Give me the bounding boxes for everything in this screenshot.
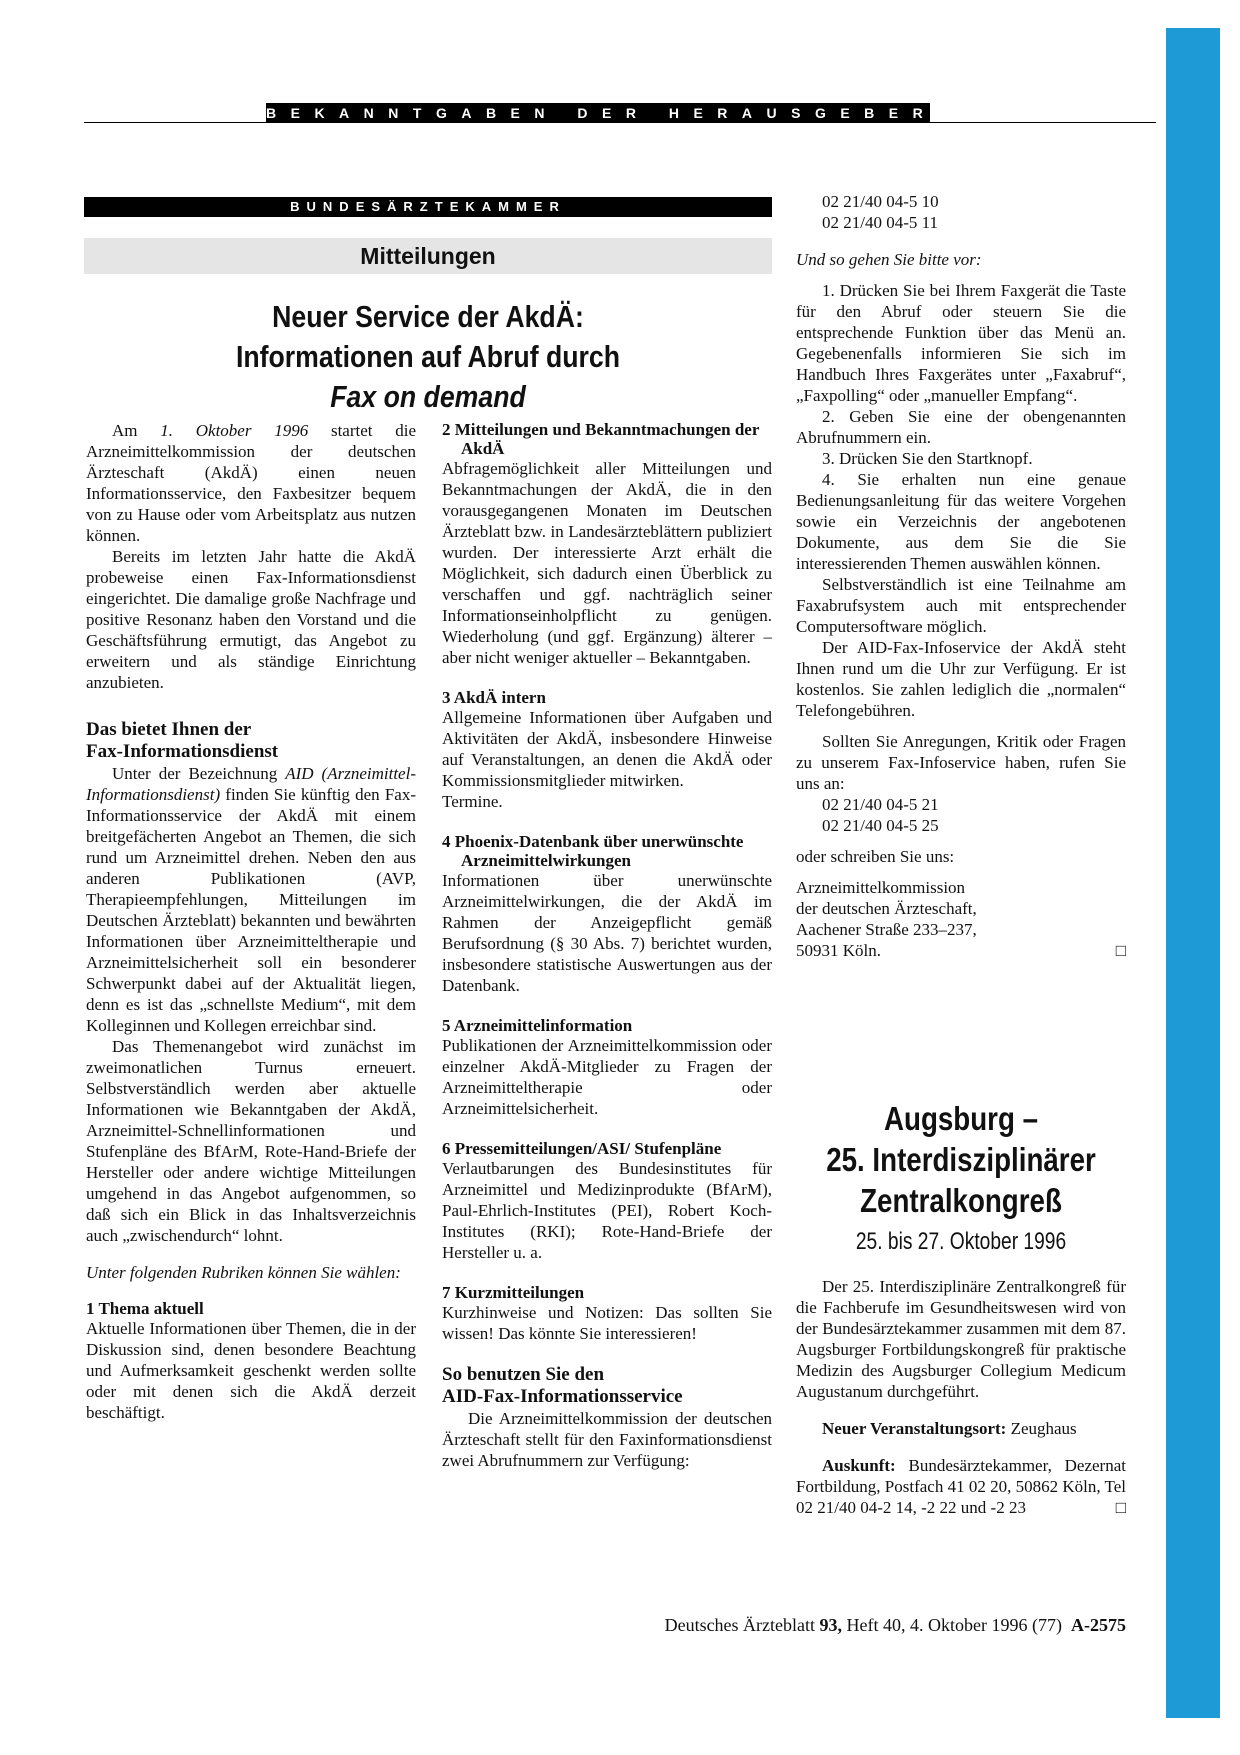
title-line: 25. Interdisziplinärer	[826, 1141, 1096, 1178]
paragraph: Verlautbarungen des Bundesinstitutes für Arzneimittel und Medizinprodukte (BfArM), Paul-Ehrlich-Institutes (PEI), Robert Koch-Institutes (RKI); Rote-Hand-Briefe der Hersteller u. a.	[442, 1159, 772, 1262]
paragraph: Unter folgenden Rubriken können Sie wählen:	[86, 1263, 401, 1282]
section-heading: So benutzen Sie den AID-Fax-Informationsservice	[442, 1364, 683, 1407]
issue-info: Heft 40, 4. Oktober 1996 (77)	[842, 1615, 1062, 1635]
title-line: Augsburg –	[883, 1100, 1039, 1137]
rubric-heading: 3 AkdÄ intern	[442, 688, 546, 707]
step-item: 1. Drücken Sie bei Ihrem Faxgerät die Taste für den Abruf oder steuern Sie die entsprechende Funktion über das Menü an. Gegebenenfalls informieren Sie sich im Handbuch Ihres Faxgerätes unter „Faxabruf“, „Faxpolling“ oder „manueller Empfang“.	[796, 281, 1126, 405]
department-label: BUNDESÄRZTEKAMMER	[84, 197, 772, 217]
paragraph: Bereits im letzten Jahr hatte die AkdÄ probeweise einen Fax-Informationsdienst eingerichtet. Die damalige große Nachfrage und positive Resonanz haben den Vorstand und die Geschäftsführung ermutigt, das Angebot zu erweitern und als ständige Einrichtung anzubieten.	[86, 547, 416, 692]
title-line: Fax on demand	[330, 379, 526, 414]
rubric-label: Mitteilungen	[84, 238, 772, 274]
rubric-heading: 7 Kurzmitteilungen	[442, 1283, 585, 1302]
article-title	[132, 297, 724, 417]
contact-info: Auskunft: Bundesärztekammer, Dezernat Fortbildung, Postfach 41 02 20, 50862 Köln, Tel 02 21/40 04-2 14, -2 22 und -2 23 □	[796, 1456, 1126, 1517]
paragraph: Unter der Bezeichnung AID (Arzneimittel-Informationsdienst) finden Sie künftig den Fax-Informationsservice der AkdÄ mit einem breitgefächerten Angebot an Themen, die sich rund um Arzneimittel drehen. Neben den aus anderen Publikationen (AVP, Therapieempfehlungen, Mitteilungen im Deutschen Ärzteblatt) bekannten und bewährten Informationen über Arzneimitteltherapie und Arzneimittelsicherheit soll ein besonderer Schwerpunkt dabei auf der Aktualität liegen, denn es ist das „schnellste Medium“, mit dem Kolleginnen und Kollegen erreichbar sind.	[86, 764, 416, 1035]
rubric-heading: 1 Thema aktuell	[86, 1299, 204, 1318]
volume: 93,	[819, 1615, 843, 1635]
paragraph: Der AID-Fax-Infoservice der AkdÄ steht Ihnen rund um die Uhr zur Verfügung. Er ist kostenlos. Sie zahlen lediglich die „normalen“ Telefongebühren.	[796, 638, 1126, 720]
paragraph: Selbstverständlich ist eine Teilnahme am Faxabrufsystem auch mit entsprechender Computersoftware möglich.	[796, 575, 1126, 636]
paragraph: Allgemeine Informationen über Aufgaben und Aktivitäten der AkdÄ, insbesondere Hinweise auf Veranstaltungen, an denen die AkdÄ oder Kommissionsmitglieder mitwirken.	[442, 708, 772, 790]
end-mark: □	[1115, 941, 1126, 960]
paragraph: Aktuelle Informationen über Themen, die in der Diskussion sind, denen besondere Beachtung und Aufmerksamkeit geschenkt werden sollte oder mit denen sich die AkdÄ derzeit beschäftigt.	[86, 1319, 416, 1422]
step-item: 2. Geben Sie eine der obengenannten Abrufnummern ein.	[796, 407, 1126, 447]
paragraph: Am 1. Oktober 1996 startet die Arzneimittelkommission der deutschen Ärzteschaft (AkdÄ) einen neuen Informationsservice, den Faxbesitzer bequem von zu Hause oder vom Arbeitsplatz aus nutzen können.	[86, 421, 416, 545]
phone-number: 02 21/40 04-5 11	[822, 213, 939, 232]
title-line: Informationen auf Abruf durch	[235, 339, 621, 374]
column-2	[442, 420, 772, 1471]
title-line: Zentralkongreß	[860, 1182, 1062, 1219]
paragraph: oder schreiben Sie uns:	[796, 847, 955, 866]
event-date: 25. bis 27. Oktober 1996	[855, 1228, 1067, 1255]
address-line: der deutschen Ärzteschaft,	[796, 899, 977, 918]
paragraph: Das Themenangebot wird zunächst im zweimonatlichen Turnus erneuert. Selbstverständlich werden aber aktuelle Informationen wie Bekanntgaben der AkdÄ, Arzneimittel-Schnellinformationen und Stufenpläne des BfArM, Rote-Hand-Briefe der Hersteller oder andere wichtige Mitteilungen umgehend in das Angebot aufgenommen, so daß sich ein Blick in das Inhaltsverzeichnis auch „zwischendurch“ lohnt.	[86, 1037, 416, 1245]
rubric-heading: 2 Mitteilungen und Bekanntmachungen der AkdÄ	[442, 420, 760, 458]
journal-name: Deutsches Ärzteblatt	[664, 1615, 820, 1635]
paragraph: Und so gehen Sie bitte vor:	[796, 250, 982, 269]
address-line: Aachener Straße 233–237,	[796, 920, 977, 939]
page-number: A-2575	[1071, 1615, 1126, 1635]
blue-sidebar-bar	[1166, 28, 1220, 1718]
venue: Neuer Veranstaltungsort: Zeughaus	[822, 1419, 1077, 1438]
page-footer	[560, 1614, 1126, 1636]
phone-number: 02 21/40 04-5 10	[822, 192, 939, 211]
paragraph: Sollten Sie Anregungen, Kritik oder Fragen zu unserem Fax-Infoservice haben, rufen Sie uns an:	[796, 732, 1126, 793]
rubric-heading: 5 Arzneimittelinformation	[442, 1016, 633, 1035]
paragraph: Abfragemöglichkeit aller Mitteilungen und Bekanntmachungen der AkdÄ, die in den vorausgegangenen Monaten im Deutschen Ärzteblatt bzw. in Landesärzteblättern publiziert wurden. Der interessierte Arzt erhält die Möglichkeit, sich dadurch einen Überblick zu verschaffen und ggf. nachträglich seiner Informationseinholpflicht zu genügen. Wiederholung (und ggf. Ergänzung) älterer – aber nicht weniger aktueller – Bekanntgaben.	[442, 459, 772, 667]
section-banner: BEKANNTGABEN DER HERAUSGEBER	[266, 105, 938, 121]
rubric-heading: 4 Phoenix-Datenbank über unerwünschte Arzneimittelwirkungen	[442, 832, 744, 870]
address-line: 50931 Köln. □	[796, 941, 1126, 960]
paragraph: Informationen über unerwünschte Arzneimittelwirkungen, die der AkdÄ im Rahmen der Anzeigepflicht gemäß Berufsordnung (§ 30 Abs. 7) berichtet wurden, insbesondere statistische Auswertungen aus der Datenbank.	[442, 871, 772, 995]
address-line: Arzneimittelkommission	[796, 878, 966, 897]
phone-number: 02 21/40 04-5 25	[822, 816, 939, 835]
phone-number: 02 21/40 04-5 21	[822, 795, 939, 814]
paragraph: Kurzhinweise und Notizen: Das sollten Sie wissen! Das könnte Sie interessieren!	[442, 1303, 772, 1343]
rubric-heading: 6 Pressemitteilungen/ASI/ Stufenpläne	[442, 1139, 722, 1158]
title-line: Neuer Service der AkdÄ:	[272, 299, 584, 334]
paragraph: Der 25. Interdisziplinäre Zentralkongreß für die Fachberufe im Gesundheitswesen wird von der Bundesärztekammer zusammen mit dem 87. Augsburger Fortbildungskongreß für praktische Medizin des Augsburger Collegium Medicum Augustanum durchgeführt.	[796, 1277, 1126, 1401]
article2-body	[796, 1276, 1126, 1518]
paragraph: Termine.	[442, 792, 503, 811]
paragraph: Die Arzneimittelkommission der deutschen Ärzteschaft stellt für den Faxinformationsdienst zwei Abrufnummern zur Verfügung:	[442, 1409, 772, 1470]
step-item: 4. Sie erhalten nun eine genaue Bedienungsanleitung für das weitere Vorgehen sowie ein Verzeichnis der angebotenen Dokumente, aus dem Sie die Sie interessierenden Themen auswählen können.	[796, 470, 1126, 573]
column-1	[86, 420, 416, 1423]
paragraph: Publikationen der Arzneimittelkommission oder einzelner AkdÄ-Mitglieder zu Fragen der Arzneimitteltherapie oder Arzneimittelsicherheit.	[442, 1036, 772, 1118]
article2-title	[822, 1098, 1099, 1221]
column-3	[796, 191, 1126, 961]
section-heading: Das bietet Ihnen der Fax-Informationsdienst	[86, 719, 279, 762]
step-item: 3. Drücken Sie den Startknopf.	[822, 449, 1033, 468]
end-mark: □	[1115, 1498, 1126, 1517]
